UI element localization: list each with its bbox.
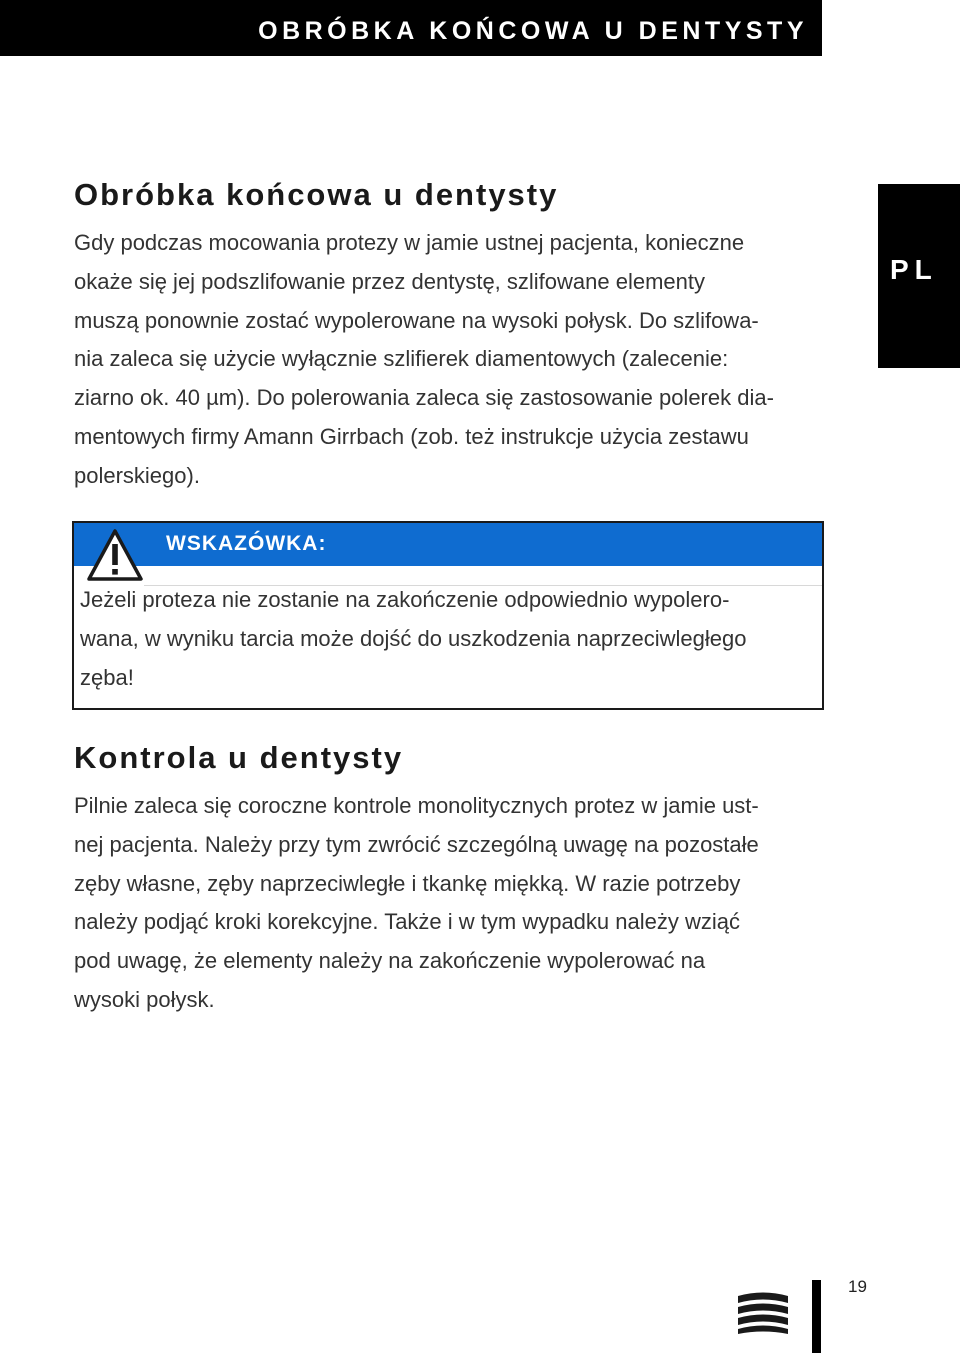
text-line: pod uwagę, że elementy należy na zakończenie wypolerować na (74, 948, 706, 974)
warning-triangle-icon (86, 527, 144, 583)
text-line: zęba! (80, 664, 134, 690)
warning-text (80, 581, 810, 697)
text-line: nej pacjenta. Należy przy tym zwrócić szczególną uwagę na pozostałe (74, 831, 759, 857)
text-line: muszą ponownie zostać wypolerowane na wysoki połysk. Do szlifowa- (74, 307, 759, 333)
text-line: należy podjąć kroki korekcyjne. Także i w tym wypadku należy wziąć (74, 909, 740, 935)
text-line: wysoki połysk. (74, 986, 215, 1012)
warning-box (72, 521, 824, 710)
text-line: mentowych firmy Amann Girrbach (zob. też instrukcje użycia zestawu (74, 423, 749, 449)
page-number: 19 (848, 1277, 867, 1296)
warning-label: WSKAZÓWKA: (166, 532, 327, 555)
brand-logo-icon (738, 1290, 788, 1334)
section-body-finishing (74, 224, 834, 496)
footer-rule (812, 1280, 821, 1353)
warning-header (74, 523, 822, 566)
text-line: polerskiego). (74, 462, 200, 488)
language-tab-label: PL (890, 254, 938, 285)
text-line: ziarno ok. 40 µm). Do polerowania zaleca się zastosowanie polerek dia- (74, 385, 774, 411)
header-title: OBRÓBKA KOŃCOWA U DENTYSTY (258, 17, 808, 45)
text-line: nia zaleca się użycie wyłącznie szlifierek diamentowych (zalecenie: (74, 346, 729, 372)
text-line: Jeżeli proteza nie zostanie na zakończenie odpowiednio wypolero- (80, 587, 730, 612)
section-title-finishing: Obróbka końcowa u dentysty (74, 177, 559, 212)
text-line: Pilnie zaleca się coroczne kontrole monolitycznych protez w jamie ust- (74, 793, 759, 818)
text-line: okaże się jej podszlifowanie przez dentystę, szlifowane elementy (74, 268, 705, 294)
text-line: wana, w wyniku tarcia może dojść do uszkodzenia naprzeciwległego (80, 625, 747, 651)
header-bar (0, 0, 822, 56)
section-body-inspection (74, 787, 834, 1020)
section-title-inspection: Kontrola u dentysty (74, 740, 404, 775)
text-line: Gdy podczas mocowania protezy w jamie ustnej pacjenta, konieczne (74, 230, 745, 255)
text-line: zęby własne, zęby naprzeciwległe i tkankę miękką. W razie potrzeby (74, 870, 741, 896)
language-tab (878, 184, 960, 368)
